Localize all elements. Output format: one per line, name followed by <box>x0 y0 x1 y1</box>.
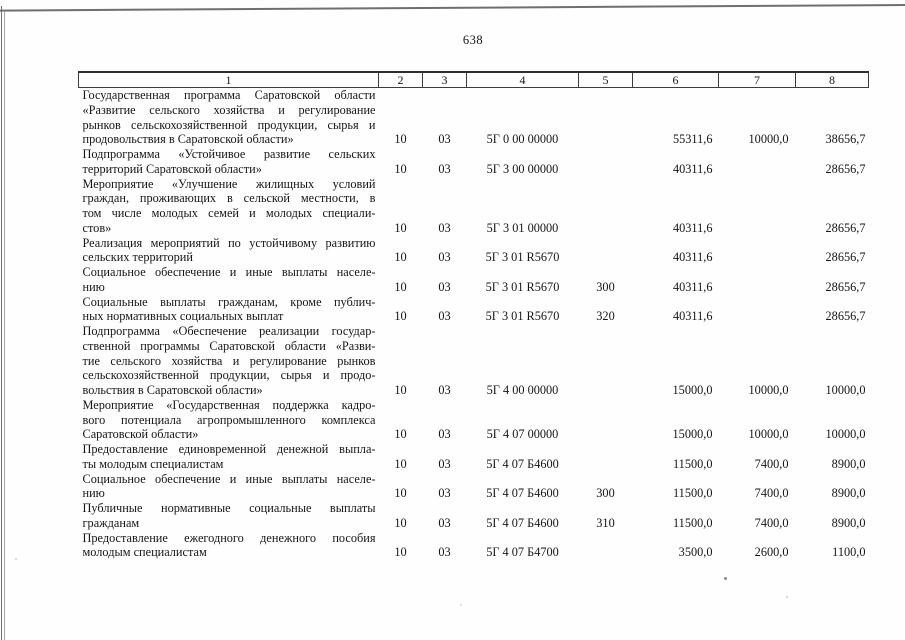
cell-col-3: 03 <box>438 515 451 530</box>
name-line: ных нормативных социальных выплат <box>82 309 284 324</box>
cell-col-5 <box>579 442 633 472</box>
table-row <box>79 88 869 148</box>
name-line: ственной программы Саратовской области «Разви- <box>82 338 376 353</box>
table-body <box>79 88 869 561</box>
name-line: Реализация мероприятий по устойчивому развитию <box>82 235 376 250</box>
cell-col-4: 5Г 3 01 R5670 <box>485 250 560 265</box>
cell-col-8: 28656,7 <box>825 309 866 324</box>
cell-col-5 <box>579 398 633 442</box>
cell-col-3: 03 <box>438 456 451 471</box>
cell-name <box>79 501 379 531</box>
name-line: нию <box>82 486 105 501</box>
cell-col-2: 10 <box>394 220 407 235</box>
name-line: гражданам <box>82 515 140 530</box>
column-header-3: 3 <box>423 72 467 88</box>
cell-col-2: 10 <box>394 161 407 176</box>
cell-col-6: 40311,6 <box>672 220 713 235</box>
name-line: граждан, проживающих в сельской местности, в <box>82 191 376 206</box>
cell-col-8: 1100,0 <box>832 545 866 560</box>
cell-col-4: 5Г 3 01 R5670 <box>485 309 560 324</box>
cell-col-6: 11500,0 <box>672 486 713 501</box>
cell-col-2: 10 <box>394 456 407 471</box>
cell-col-4: 5Г 4 07 Б4600 <box>486 456 559 471</box>
cell-col-6: 3500,0 <box>678 545 713 560</box>
cell-col-5 <box>579 236 633 266</box>
cell-col-3: 03 <box>438 279 451 294</box>
cell-col-4: 5Г 4 07 Б4700 <box>486 545 559 560</box>
cell-name <box>79 88 379 148</box>
cell-col-8: 8900,0 <box>831 486 866 501</box>
cell-col-5 <box>579 324 633 398</box>
cell-col-4: 5Г 4 07 Б4600 <box>486 515 559 530</box>
cell-col-8: 28656,7 <box>825 220 866 235</box>
table-row <box>79 177 869 236</box>
cell-name <box>79 398 379 442</box>
name-line: территорий Саратовской области» <box>82 161 262 176</box>
name-line: тие сельского хозяйства и регулирование рынков <box>82 353 376 368</box>
table-row <box>79 501 869 531</box>
cell-name <box>79 265 379 295</box>
cell-col-5: 320 <box>596 309 615 324</box>
name-line: Предоставление единовременной денежной выпла- <box>82 442 376 456</box>
table-row <box>79 295 869 325</box>
cell-col-2: 10 <box>394 250 407 265</box>
cell-col-2: 10 <box>394 132 407 147</box>
name-line: Социальное обеспечение и иные выплаты населе- <box>82 265 376 279</box>
cell-col-5 <box>579 177 633 236</box>
scan-speck <box>724 577 727 580</box>
name-line: «Развитие сельского хозяйства и регулирование <box>82 102 376 117</box>
cell-col-7: 2600,0 <box>754 545 789 560</box>
column-header-4: 4 <box>467 72 579 88</box>
cell-name <box>79 295 379 325</box>
name-line: Подпрограмма «Устойчивое развитие сельских <box>82 147 376 161</box>
cell-col-3: 03 <box>438 486 451 501</box>
cell-col-2: 10 <box>394 545 407 560</box>
cell-col-4: 5Г 3 01 R5670 <box>485 279 560 294</box>
name-line: Предоставление ежегодного денежного пособия <box>82 530 376 545</box>
name-line: Государственная программа Саратовской области <box>82 88 376 102</box>
cell-col-3: 03 <box>438 132 451 147</box>
cell-col-2: 10 <box>394 309 407 324</box>
cell-col-8: 8900,0 <box>831 456 866 471</box>
cell-name <box>79 472 379 502</box>
cell-col-7: 10000,0 <box>748 132 789 147</box>
column-header-8: 8 <box>796 72 869 88</box>
cell-col-8: 28656,7 <box>825 279 866 294</box>
scan-artifact-left-line <box>1 6 2 640</box>
cell-col-6: 15000,0 <box>672 427 713 442</box>
cell-col-5 <box>579 88 633 148</box>
cell-col-6: 40311,6 <box>672 161 713 176</box>
name-line: Социальное обеспечение и иные выплаты населе- <box>82 471 376 486</box>
name-line: том числе молодых семей и молодых специали- <box>82 206 376 220</box>
cell-name <box>79 147 379 177</box>
name-line: Социальные выплаты гражданам, кроме публич- <box>82 294 376 309</box>
cell-col-7 <box>719 147 796 177</box>
cell-col-8: 10000,0 <box>825 383 866 397</box>
scan-speck <box>460 604 462 606</box>
table-row <box>79 147 869 177</box>
name-line: Публичные нормативные социальные выплаты <box>82 501 376 515</box>
cell-col-7: 10000,0 <box>748 383 789 397</box>
cell-col-6: 11500,0 <box>672 456 713 471</box>
table-row <box>79 265 869 295</box>
cell-col-7 <box>719 236 796 266</box>
name-line: сельских территорий <box>82 250 193 265</box>
cell-col-6: 40311,6 <box>672 309 713 324</box>
cell-col-6: 40311,6 <box>672 279 713 294</box>
cell-col-7 <box>719 177 796 236</box>
cell-col-8: 8900,0 <box>831 515 866 530</box>
name-line: сельскохозяйственной продукции, сырья и продо- <box>82 368 376 383</box>
name-line: Мероприятие «Государственная поддержка кадро- <box>82 397 376 412</box>
cell-col-5 <box>579 531 633 561</box>
scan-artifact-left-line-inner <box>4 12 5 640</box>
cell-col-8: 28656,7 <box>825 161 866 176</box>
table-row <box>79 442 869 472</box>
name-line: продовольствия в Саратовской области» <box>82 132 294 147</box>
cell-col-2: 10 <box>394 486 407 501</box>
cell-col-6: 55311,6 <box>672 132 713 147</box>
cell-col-4: 5Г 4 07 00000 <box>486 427 559 442</box>
scan-artifact-top-line <box>0 4 905 11</box>
page-number: 638 <box>462 33 484 47</box>
name-line: стов» <box>82 220 112 235</box>
cell-col-3: 03 <box>438 250 451 265</box>
cell-col-6: 11500,0 <box>672 515 713 530</box>
column-header-1: 1 <box>79 72 379 88</box>
cell-col-4: 5Г 3 01 00000 <box>486 220 559 235</box>
cell-col-3: 03 <box>438 545 451 560</box>
table-row <box>79 236 869 266</box>
table-row <box>79 472 869 502</box>
cell-col-2: 10 <box>394 383 407 397</box>
name-line: вого потенциала агропромышленного комплекса <box>82 412 376 427</box>
cell-col-7 <box>719 295 796 325</box>
column-header-6: 6 <box>633 72 719 88</box>
cell-col-7: 10000,0 <box>748 427 789 442</box>
cell-col-4: 5Г 3 00 00000 <box>486 161 559 176</box>
table-row <box>79 531 869 561</box>
scan-speck <box>786 596 788 598</box>
cell-col-3: 03 <box>438 220 451 235</box>
table-row <box>79 324 869 398</box>
name-line: вольствия в Саратовской области» <box>82 383 263 397</box>
cell-col-4: 5Г 4 00 00000 <box>486 383 559 397</box>
scan-speck <box>15 558 17 560</box>
cell-name <box>79 177 379 236</box>
cell-col-2: 10 <box>394 427 407 442</box>
cell-name <box>79 531 379 561</box>
column-header-2: 2 <box>379 72 423 88</box>
cell-col-5 <box>579 147 633 177</box>
name-line: Мероприятие «Улучшение жилищных условий <box>82 176 376 191</box>
cell-col-2: 10 <box>394 279 407 294</box>
name-line: Подпрограмма «Обеспечение реализации государ- <box>82 324 376 338</box>
cell-col-8: 38656,7 <box>825 132 866 147</box>
cell-col-3: 03 <box>438 383 451 397</box>
name-line: Саратовской области» <box>82 427 199 442</box>
column-header-5: 5 <box>579 72 633 88</box>
cell-col-4: 5Г 4 07 Б4600 <box>486 486 559 501</box>
cell-name <box>79 236 379 266</box>
cell-col-5: 310 <box>596 515 615 530</box>
cell-col-8: 10000,0 <box>825 427 866 442</box>
name-line: рынков сельскохозяйственной продукции, сырья и <box>82 117 376 132</box>
cell-col-3: 03 <box>438 161 451 176</box>
cell-name <box>79 442 379 472</box>
cell-name <box>79 324 379 398</box>
cell-col-6: 40311,6 <box>672 250 713 265</box>
cell-col-5: 300 <box>596 486 615 501</box>
cell-col-3: 03 <box>438 309 451 324</box>
name-line: нию <box>82 279 105 294</box>
cell-col-7: 7400,0 <box>754 486 789 501</box>
cell-col-6: 15000,0 <box>672 383 713 397</box>
cell-col-4: 5Г 0 00 00000 <box>486 132 559 147</box>
cell-col-7: 7400,0 <box>754 456 789 471</box>
cell-col-2: 10 <box>394 515 407 530</box>
table-row <box>79 398 869 442</box>
name-line: ты молодым специалистам <box>82 456 224 471</box>
cell-col-7: 7400,0 <box>754 515 789 530</box>
cell-col-3: 03 <box>438 427 451 442</box>
table-header <box>79 72 869 88</box>
column-header-7: 7 <box>719 72 796 88</box>
cell-col-7 <box>719 265 796 295</box>
cell-col-8: 28656,7 <box>825 250 866 265</box>
name-line: молодым специалистам <box>82 545 207 560</box>
budget-table <box>78 71 869 560</box>
table-header-row <box>79 72 869 88</box>
cell-col-5: 300 <box>596 279 615 294</box>
